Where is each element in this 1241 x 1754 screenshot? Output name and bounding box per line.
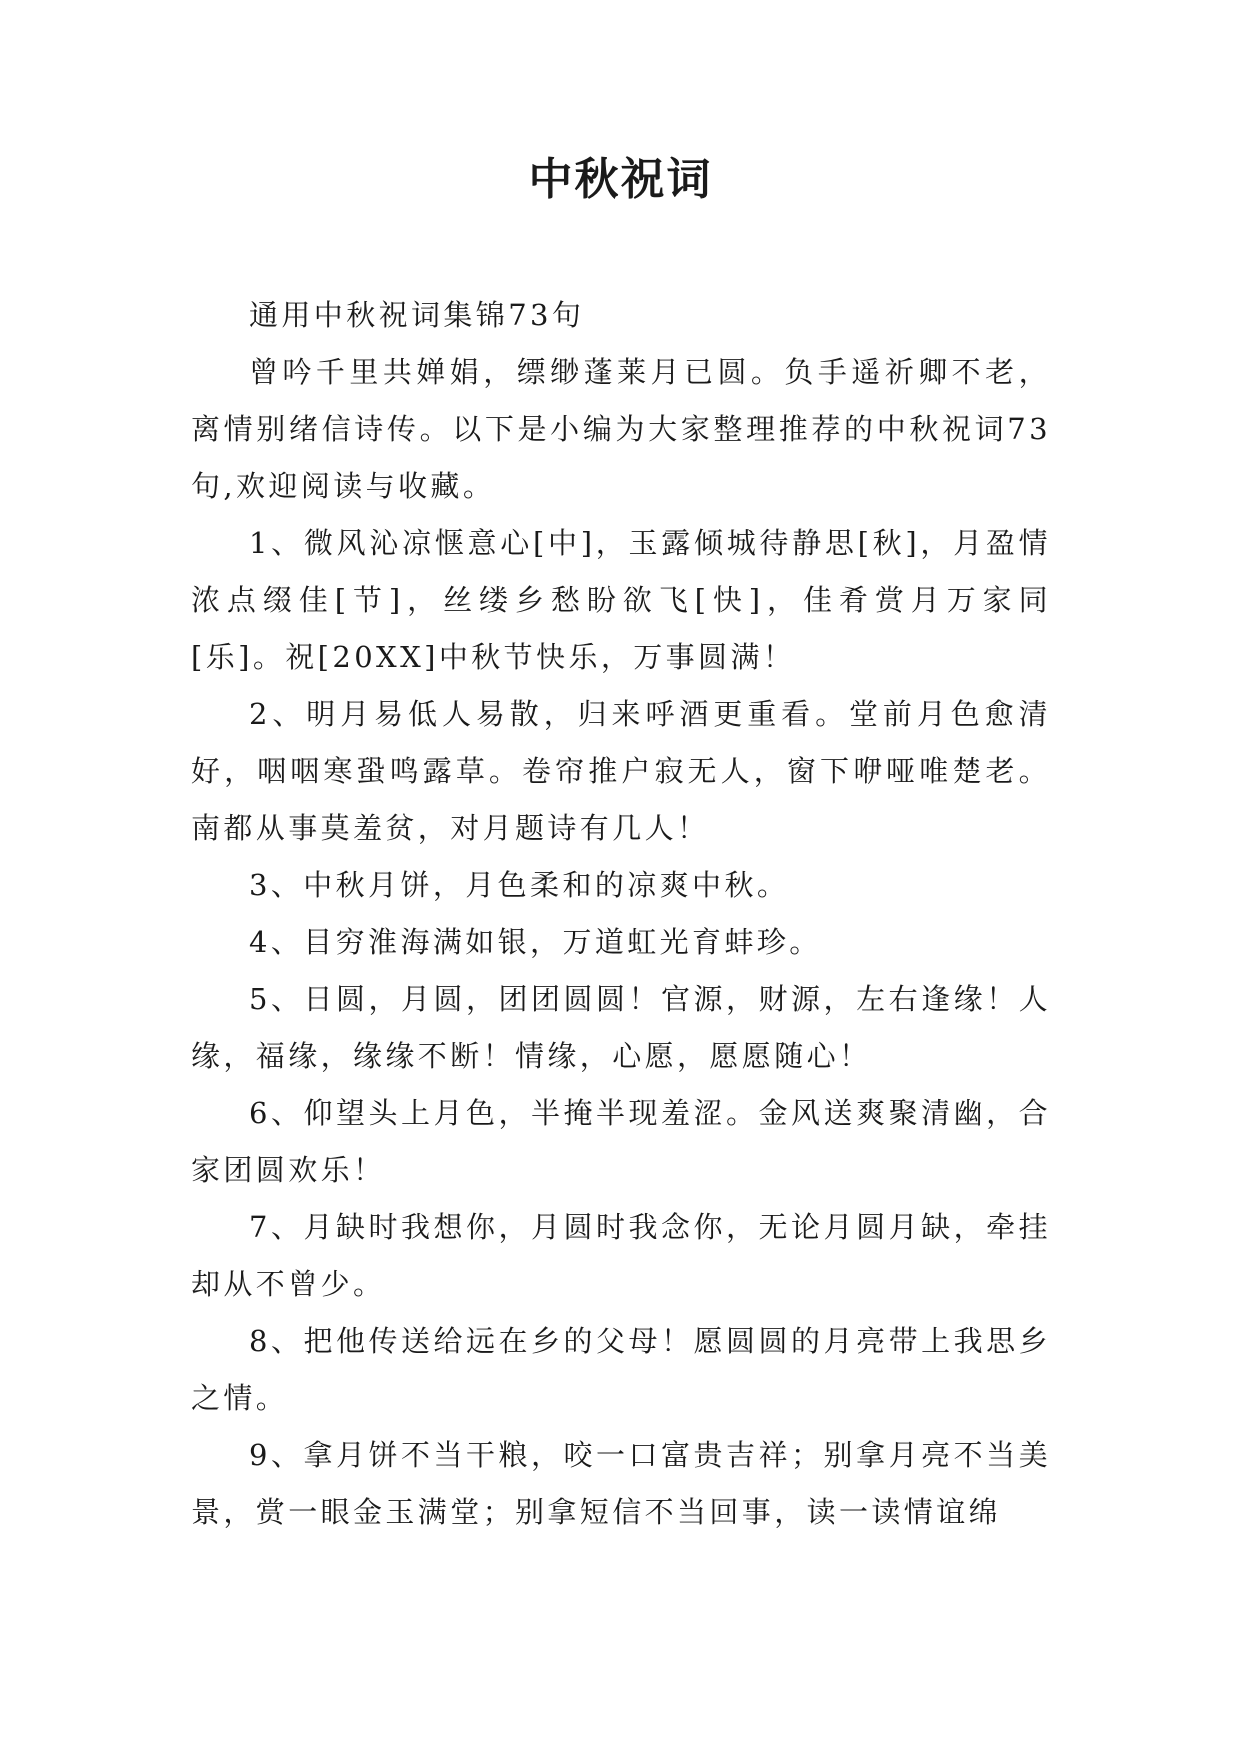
paragraph-intro: 曾吟千里共婵娟，缥缈蓬莱月已圆。负手遥祈卿不老，离情别绪信诗传。以下是小编为大家整理推荐的中秋祝词73句,欢迎阅读与收藏。 [191, 355, 1051, 503]
document-body [191, 287, 1051, 1541]
paragraph-item-7: 7、月缺时我想你，月圆时我念你，无论月圆月缺，牵挂却从不曾少。 [191, 1210, 1051, 1301]
paragraph-item-1: 1、微风沁凉惬意心[中]，玉露倾城待静思[秋]，月盈情浓点缀佳[节]，丝缕乡愁盼欲飞[快]，佳肴赏月万家同[乐]。祝[20XX]中秋节快乐，万事圆满！ [191, 526, 1051, 674]
paragraph-item-8: 8、把他传送给远在乡的父母！愿圆圆的月亮带上我思乡之情。 [191, 1324, 1051, 1415]
paragraph-item-5: 5、日圆，月圆，团团圆圆！官源，财源，左右逢缘！人缘，福缘，缘缘不断！情缘，心愿，愿愿随心！ [191, 982, 1051, 1073]
paragraph-item-9: 9、拿月饼不当干粮，咬一口富贵吉祥；别拿月亮不当美景，赏一眼金玉满堂；别拿短信不当回事，读一读情谊绵 [191, 1438, 1051, 1529]
paragraph-item-6: 6、仰望头上月色，半掩半现羞涩。金风送爽聚清幽，合家团圆欢乐！ [191, 1096, 1051, 1187]
paragraph-subtitle: 通用中秋祝词集锦73句 [249, 298, 585, 332]
paragraph-item-3: 3、中秋月饼，月色柔和的凉爽中秋。 [249, 868, 790, 902]
paragraph-item-2: 2、明月易低人易散，归来呼酒更重看。堂前月色愈清好，咽咽寒蛩鸣露草。卷帘推户寂无人，窗下咿哑唯楚老。南都从事莫羞贫，对月题诗有几人！ [191, 697, 1051, 845]
paragraph-item-4: 4、目穷淮海满如银，万道虹光育蚌珍。 [249, 925, 822, 959]
document-title: 中秋祝词 [528, 154, 713, 205]
